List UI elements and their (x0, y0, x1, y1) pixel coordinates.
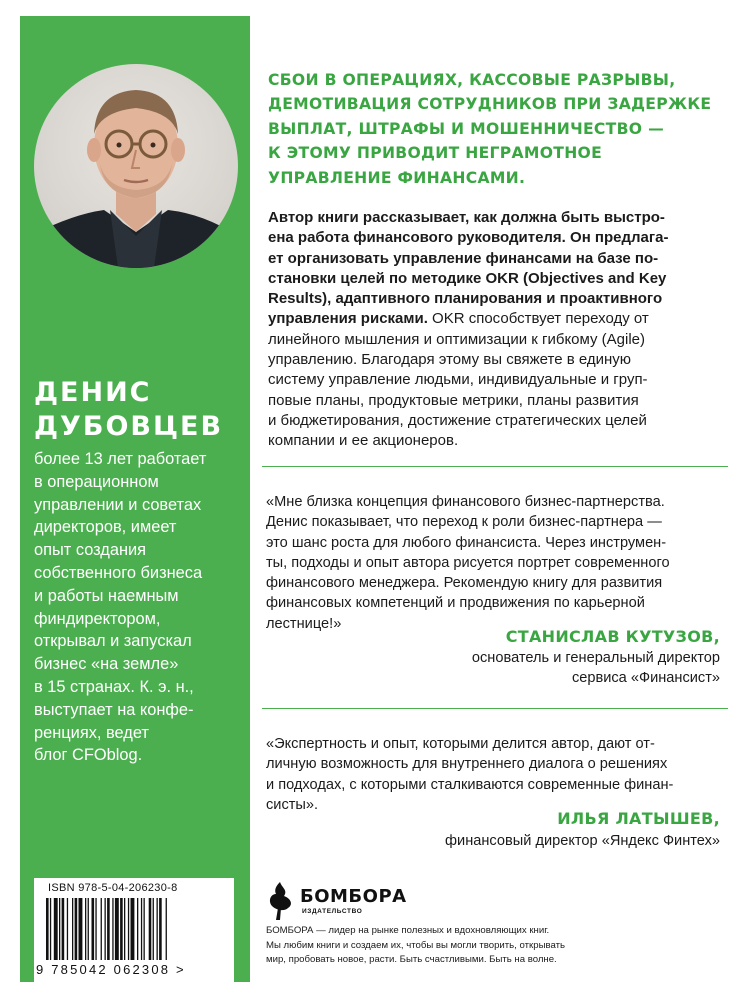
publisher-subtitle: ИЗДАТЕЛЬСТВО (302, 908, 363, 915)
quote-line: это шанс роста для любого финансиста. Через инструмен- (266, 534, 667, 551)
barcode-bar (105, 898, 106, 960)
headline-line: К ЭТОМУ ПРИВОДИТ НЕГРАМОТНОЕ (268, 144, 603, 163)
barcode-bar (79, 898, 83, 960)
publisher-desc-line: Мы любим книги и создаем их, чтобы вы могли творить, открывать (266, 939, 565, 951)
quote-line: лестнице!» (266, 615, 342, 632)
bio-line: в операционном (34, 472, 159, 491)
quote-kutuzov (266, 492, 720, 634)
bio-line: выступает на конфе- (34, 700, 194, 719)
quote-author-role (472, 648, 720, 689)
quote-line: ты, подходы и опыт автора рисуется портрет современного (266, 554, 670, 571)
description-line: Автор книги рассказывает, как должна быть выстро- (268, 209, 665, 226)
quote-line: финансовых компетенций и продвижения по карьерной (266, 595, 645, 612)
barcode-bar (54, 898, 58, 960)
author-photo (34, 64, 238, 268)
book-description (268, 208, 720, 452)
publisher-desc-line: БОМБОРА — лидер на рынке полезных и вдохновляющих книг. (266, 925, 550, 936)
isbn-label: ISBN 978-5-04-206230-8 (48, 882, 178, 894)
bio-line: ренциях, ведет (34, 723, 149, 742)
bio-line: опыт создания (34, 541, 147, 560)
divider (262, 708, 728, 709)
barcode-bar (85, 898, 86, 960)
bio-line: финдиректором, (34, 609, 161, 628)
barcode-bar (59, 898, 60, 960)
quote-author-role (445, 831, 720, 851)
description-line-mixed (268, 309, 720, 329)
bio-line: более 13 лет работает (34, 450, 207, 468)
author-bio (34, 448, 248, 767)
barcode-bar (46, 898, 49, 960)
quote-line: «Мне близка концепция финансового бизнес-партнерства. (266, 494, 665, 510)
quote-line: и подходах, с которыми сталкиваются современные финан- (266, 776, 674, 793)
author-first-name: ДЕНИС (34, 377, 152, 408)
barcode-bar (75, 898, 78, 960)
role-line: основатель и генеральный директор (471, 650, 720, 666)
barcode-bar (141, 898, 142, 960)
divider (262, 466, 728, 467)
bio-line: директоров, имеет (34, 518, 177, 537)
barcode-bar (115, 898, 119, 960)
quote-line: «Экспертность и опыт, которыми делится автор, дают от- (266, 736, 655, 752)
barcode-bar (166, 898, 167, 960)
barcode-bar (62, 898, 65, 960)
barcode-bar (107, 898, 110, 960)
description-bold-part: управления рисками. (268, 310, 428, 328)
bio-line: бизнес «на земле» (34, 655, 179, 674)
author-name (34, 376, 246, 444)
headline-line: УПРАВЛЕНИЕ ФИНАНСАМИ. (268, 168, 526, 187)
barcode-bar (72, 898, 73, 960)
bombora-logo-icon (266, 880, 296, 920)
barcode-bar (153, 898, 154, 960)
bio-line: блог CFOblog. (34, 746, 143, 765)
headline-line: СБОИ В ОПЕРАЦИЯХ, КАССОВЫЕ РАЗРЫВЫ, (268, 71, 676, 89)
description-line: линейного мышления и оптимизации к гибкому (Agile) (268, 330, 646, 348)
publisher-description (266, 924, 736, 968)
barcode-bar (120, 898, 123, 960)
author-panel (20, 16, 250, 982)
description-line: Results), адаптивного планирования и проактивного (268, 290, 663, 308)
barcode-bar (159, 898, 162, 960)
headline-line: ДЕМОТИВАЦИЯ СОТРУДНИКОВ ПРИ ЗАДЕРЖКЕ (268, 95, 712, 114)
description-line: ена работа финансового руководителя. Он предлага- (268, 229, 669, 247)
description-regular-part: OKR способствует переходу от (427, 310, 649, 328)
quote-line: систы». (266, 796, 319, 813)
quote-line: Денис показывает, что переход к роли бизнес-партнера — (266, 514, 662, 531)
author-portrait-illustration (34, 64, 238, 268)
barcode-digits: 9 785042 062308 > (36, 962, 186, 977)
publisher-name: БОМБОРА (300, 886, 407, 907)
quote-author-name: ИЛЬЯ ЛАТЫШЕВ, (557, 809, 720, 828)
barcode-bar (88, 898, 89, 960)
author-last-name: ДУБОВЦЕВ (34, 411, 224, 442)
barcode-bar (92, 898, 95, 960)
description-line: систему управление людьми, индивидуальные и груп- (268, 371, 648, 389)
barcode-bar (101, 898, 102, 960)
barcode-bar (157, 898, 158, 960)
bio-line: и работы наемным (34, 586, 179, 605)
barcode-bar (137, 898, 138, 960)
description-line: ет организовать управление финансами на базе по- (268, 249, 659, 267)
bio-line: управлении и советах (34, 495, 202, 514)
description-line: и бюджетирования, достижение стратегических целей (268, 411, 647, 429)
barcode-bar (124, 898, 125, 960)
barcode-bar (67, 898, 68, 960)
barcode-bar (50, 898, 51, 960)
quote-line: финансового менеджера. Рекомендую книгу для развития (266, 575, 663, 592)
quote-author-name: СТАНИСЛАВ КУТУЗОВ, (505, 627, 720, 646)
bio-line: в 15 странах. К. э. н., (34, 677, 194, 696)
description-line: повые планы, продуктовые метрики, планы развития (268, 391, 639, 409)
description-line: становки целей по методике OKR (Objectives and Key (268, 269, 667, 287)
barcode-bars (44, 898, 224, 960)
barcode-bar (95, 898, 96, 960)
quote-line: личную возможность для внутреннего диалога о решениях (266, 756, 668, 773)
bio-line: собственного бизнеса (34, 563, 203, 582)
barcode-bar (112, 898, 113, 960)
role-line: сервиса «Финансист» (571, 670, 720, 687)
barcode-bar (128, 898, 129, 960)
headline-line: ВЫПЛАТ, ШТРАФЫ И МОШЕННИЧЕСТВО — (268, 119, 664, 138)
description-line: компании и ее акционеров. (268, 432, 459, 450)
barcode-bar (149, 898, 152, 960)
bio-line: открывал и запускал (34, 632, 192, 651)
barcode-bar (144, 898, 145, 960)
role-line: финансовый директор «Яндекс Финтех» (445, 833, 720, 849)
publisher-logo (266, 880, 566, 920)
barcode-bar (131, 898, 135, 960)
quote-latyshev (266, 734, 720, 815)
description-line: управлению. Благодаря этому вы свяжете в единую (268, 351, 632, 369)
headline (268, 68, 738, 190)
publisher-desc-line: мир, пробовать новое, расти. Быть счастливыми. Быть на волне. (266, 954, 557, 966)
barcode (34, 878, 234, 982)
